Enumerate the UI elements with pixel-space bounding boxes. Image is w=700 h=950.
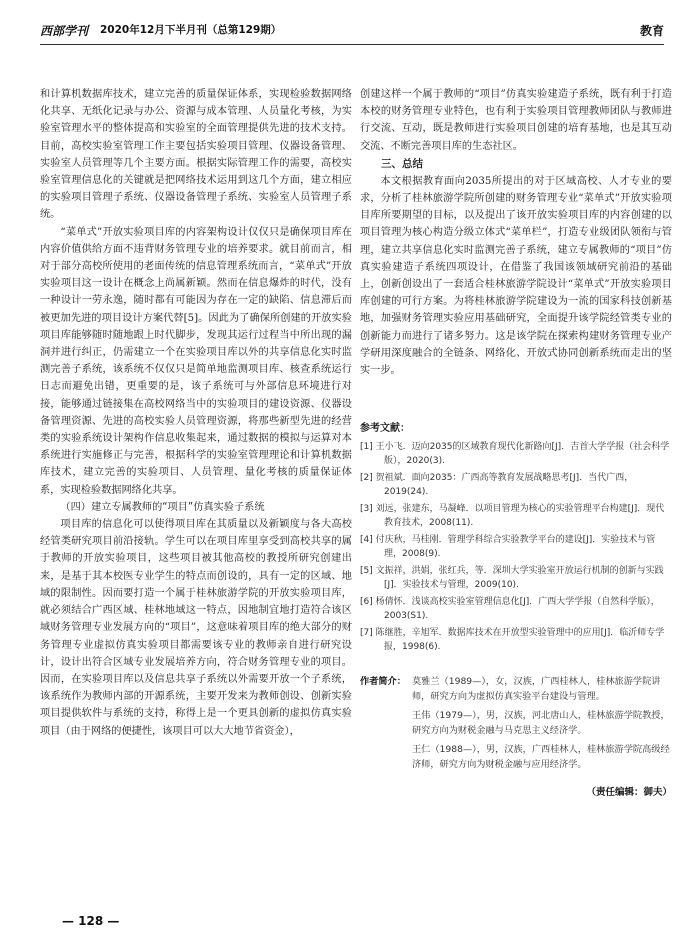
issue-info: 2020年12月下半月刊（总第129期）	[100, 24, 282, 36]
reference-item: [6] 杨倩怀．浅谈高校实验室管理信息化[J]．广西大学学报（自然科学版），2003(S1).	[360, 597, 660, 622]
summary-paragraph: 本文根据教育面向2035所提出的对于区域高校、人才专业的要求，分析了桂林旅游学院所创建的财务管理专业“菜单式”开放实验项目库所要期望的目标，以及提出了该开放实验项目库的内容创建的以项目管理为核心构造分级立体式“菜单栏”，打造专业级团队领衔与管理，建立共享信息化实时监测完善子系统，建立专属教师的“项目”仿真实验建造子系统四项设计，在借鉴了我国该领域研究前沿的基础上，创新创设出了一套适合桂林旅游学院设计“菜单式”开放实验项目库创建的可行方案。为将桂林旅游学院建设为一流的国家科技创新基地，加强财务管理实验应用基础研究，全面提升该学院经管类专业的创新能力而进行了诸多努力。这是该学院在探索构建财务管理专业产学研用深度融合的全链条、网络化、开放式协同创新系统而走出的坚实一步。	[360, 175, 672, 377]
body-paragraph: 和计算机数据库技术，建立完善的质量保证体系，实现检验数据网络化共享、无纸化记录与办公、资源与成本管理、人员量化考核，为实验室管理水平的整体提高和实验室的全面管理提供先进的技术支持。目前，高校实验室管理工作主要包括实验项目管理、仪器设备管理、实验室人员管理等几个主要方面。根据实际管理工作的需要，高校实验室管理信息化的关键就是把网络技术运用到这几个方面，建立相应的实验项目管理子系统、仪器设备管理子系统、实验室人员管理子系统。	[40, 89, 352, 221]
reference-item: [7] 陈继胜，辛旭军．数据库技术在开放型实验管理中的应用[J]．临沂师专学报，1998(6).	[360, 628, 665, 653]
body-paragraph: 创建这样一个属于教师的“项目”仿真实验建造子系统，既有利于打造本校的财务管理专业特色，也有利于实验项目管理教师团队与教师进行交流、互动，既是教师进行实验项目创建的培育基地，也是其互动交流、不断完善项目库的生态社区。	[360, 89, 672, 152]
journal-brand: 西部学刊	[40, 24, 89, 38]
right-column	[360, 86, 672, 801]
authors-label: 作者简介：	[360, 676, 406, 688]
reference-item: [5] 文振祥，洪娟，张红兵，等．深圳大学实验室开放运行机制的创新与实践[J]．实验技术与管理，2009(10).	[360, 566, 664, 591]
reference-item: [2] 贺祖斌．面向2035：广西高等教育发展战略思考[J]．当代广西，2019(24).	[360, 473, 634, 498]
body-paragraph: 项目库的信息化可以使得项目库在其质量以及新颖度与各大高校经管类研究项目前沿接轨。学生可以在项目库里享受到高校共享的属于教师的开放实验项目，这些项目被其他高校的教授所研究创建出来，是基于其本校医专业学生的特点而创设的，具有一定的区域、地域的限制性。因而要打造一个属于桂林旅游学院的开放实验项目库，就必须结合广西区域、桂林地域这一特点，因地制宜地打造符合该区域财务管理专业发展方向的“项目”，这意味着项目库的绝大部分的财务管理专业虚拟仿真实验项目都需要该专业的教师亲自进行研究设计，设计出符合区域专业发展培养方向，符合财务管理专业的项目。因而，在实验项目库以及信息共享子系统以外需要开放一个子系统，该系统作为教师内部的开源系统，主要开发来为教师创设、创新实验项目提供软件与系统的支持，称得上是一个更具创新的虚拟仿真实验项目（由于网络的便捷性，该项目可以大大地节省资金），	[40, 519, 352, 737]
responsible-editor: （责任编辑：御夫）	[586, 787, 672, 799]
body-paragraph: “菜单式”开放实验项目库的内容架构设计仅仅只是确保项目库在内容价值供给方面不违背财务管理专业的培养要求。就目前而言，相对于部分高校所使用的老面传统的信息管理系统而言，“菜单式”开放实验项目这一设计在概念上尚属新颖。然而在信息爆炸的时代，没有一种设计一劳永逸，随时都有可能因为存在一定的缺陷、信息滞后而被更加先进的项目设计方案代替[5]。因此为了确保所创建的开放实验项目库能够随时随地跟上时代脚步，发现其运行过程当中所出现的漏洞并进行纠正，仍需建立一个在实验项目库以外的共享信息化实时监测完善子系统，该系统不仅仅只是简单地监测项目库、核查系统运行日志而避免出错，更重要的是，该子系统可与外部信息环境进行对接，能够通过链接集在高校网络当中的实验项目的建设资源、仪器设备管理资源、先进的高校实验人员管理资源，将那些新型先进的经营类的实验系统设计架构作信息收集起来，通过数据的模拟与运算对本系统进行实施修正与完善，根据科学的实验室管理理论和计算机数据库技术，建立完善的实验项目、人员管理、量化考核的质量保证体系，实现检验数据网络化共享。	[40, 226, 352, 496]
author-bio: 王伟（1979—），男，汉族，河北唐山人，桂林旅游学院教授，研究方向为财税金融与马克思主义经济学。	[412, 710, 670, 737]
page-number: — 128 —	[62, 914, 120, 928]
author-bio: 莫雅兰（1989—），女，汉族，广西桂林人，桂林旅游学院讲师，研究方向为虚拟仿真实验平台建设与管理。	[412, 676, 661, 703]
section-name: 教育	[639, 24, 664, 38]
running-header	[40, 20, 664, 44]
author-bio: 王仁（1988—），男，汉族，广西桂林人，桂林旅游学院高级经济师，研究方向为财税金融与应用经济学。	[412, 744, 670, 771]
reference-item: [4] 付庆秋，马桂刚．管理学科综合实验教学平台的建设[J]．实验技术与管理，2008(9).	[360, 535, 656, 560]
reference-item: [1] 王小飞．迈向2035的区域教育现代化新路向[J]．吉首大学学报（社会科学版），2020(3).	[360, 442, 670, 467]
section-heading: 三、总结	[381, 157, 423, 170]
reference-item: [3] 刘远，张建东，马凝峰．以项目管理为核心的实验管理平台构建[J]．现代教育技术，2008(11).	[360, 504, 665, 529]
author-info	[360, 674, 672, 772]
references-list	[360, 440, 672, 654]
subheading: （四）建立专属教师的“项目”仿真实验子系统	[60, 501, 265, 513]
left-column	[40, 86, 352, 740]
header-rule	[40, 44, 664, 45]
references-title: 参考文献：	[360, 423, 410, 435]
